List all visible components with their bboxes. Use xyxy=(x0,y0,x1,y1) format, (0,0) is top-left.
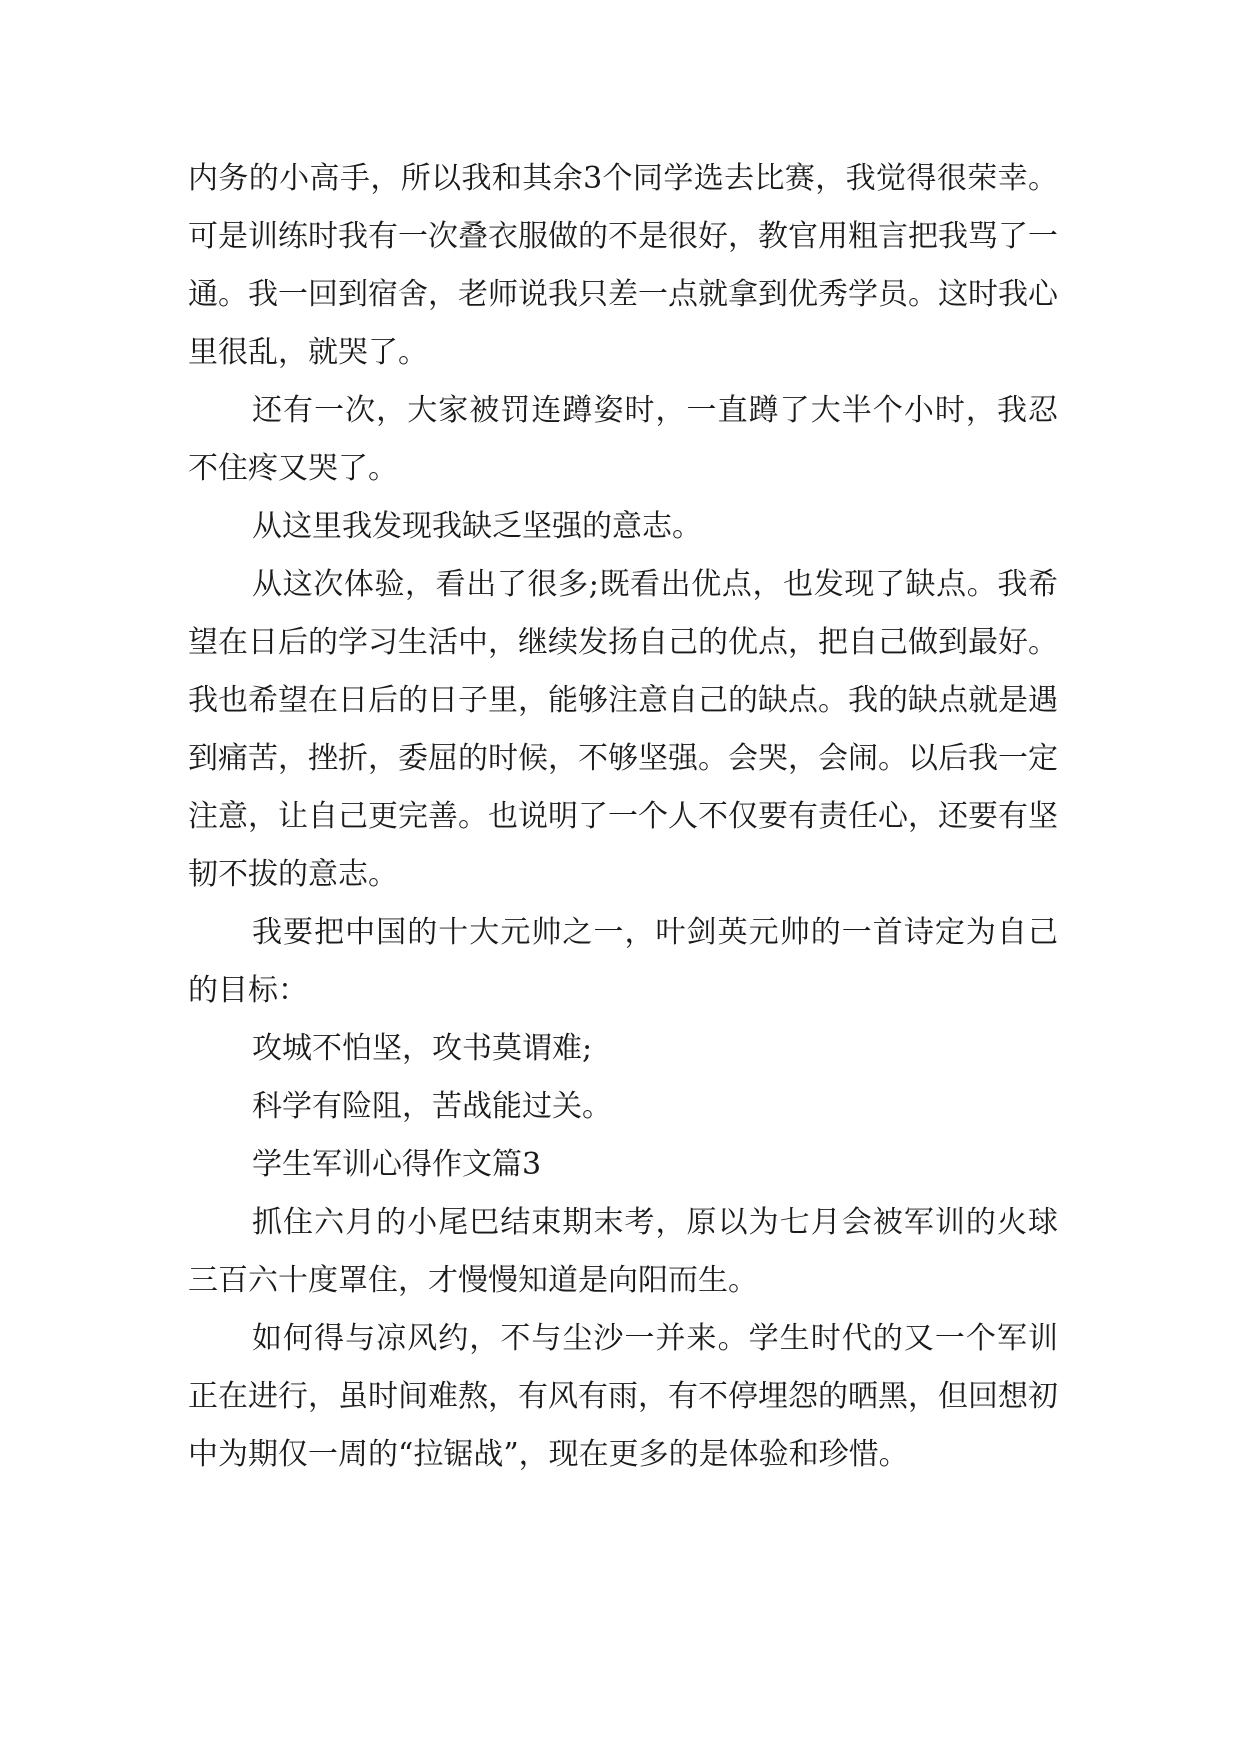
poem-line: 科学有险阻，苦战能过关。 xyxy=(252,1089,612,1124)
paragraph: 抓住六月的小尾巴结束期末考，原以为七月会被军训的火球三百六十度罩住，才慢慢知道是向阳而生。 xyxy=(188,1205,1058,1298)
paragraph: 从这次体验，看出了很多;既看出优点，也发现了缺点。我希望在日后的学习生活中，继续发扬自己的优点，把自己做到最好。我也希望在日后的日子里，能够注意自己的缺点。我的缺点就是遇到痛苦，挫折，委屈的时候，不够坚强。会哭，会闹。以后我一定注意，让自己更完善。也说明了一个人不仅要有责任心，还要有坚韧不拔的意志。 xyxy=(188,567,1058,892)
paragraph: 还有一次，大家被罚连蹲姿时，一直蹲了大半个小时，我忍不住疼又哭了。 xyxy=(188,393,1058,486)
paragraph-continued: 内务的小高手，所以我和其余3个同学选去比赛，我觉得很荣幸。可是训练时我有一次叠衣服做的不是很好，教官用粗言把我骂了一通。我一回到宿舍，老师说我只差一点就拿到优秀学员。这时我心里很乱，就哭了。 xyxy=(188,161,1058,370)
paragraph: 我要把中国的十大元帅之一，叶剑英元帅的一首诗定为自己的目标： xyxy=(188,915,1058,1008)
essay-body xyxy=(188,150,1058,1484)
paragraph: 从这里我发现我缺乏坚强的意志。 xyxy=(252,509,702,544)
paragraph: 如何得与凉风约，不与尘沙一并来。学生时代的又一个军训正在进行，虽时间难熬，有风有雨，有不停埋怨的晒黑，但回想初中为期仅一周的“拉锯战”，现在更多的是体验和珍惜。 xyxy=(188,1321,1058,1472)
section-heading: 学生军训心得作文篇3 xyxy=(252,1147,542,1182)
poem-line: 攻城不怕坚，攻书莫谓难; xyxy=(252,1031,593,1066)
